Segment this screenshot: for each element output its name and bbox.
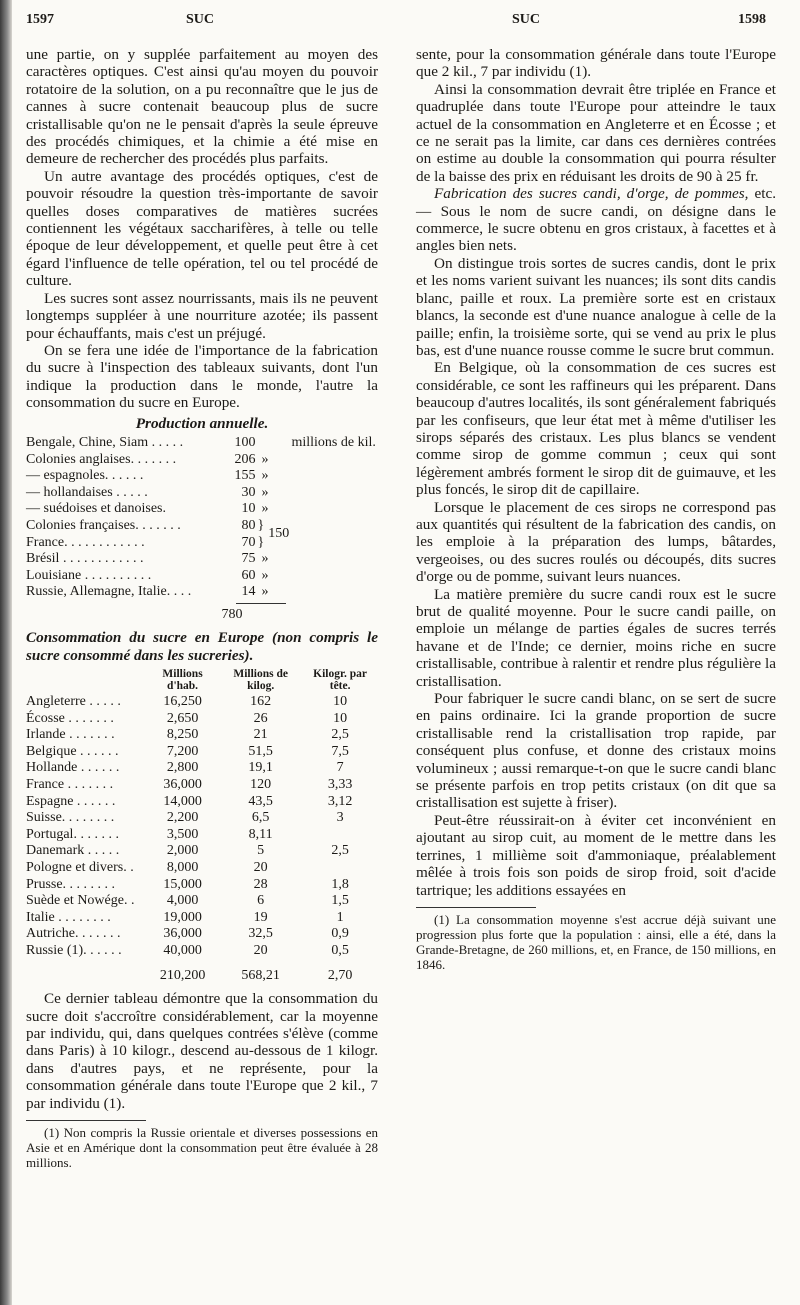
production-title: Production annuelle. xyxy=(135,414,269,432)
consumption-kilo: 28 xyxy=(253,876,268,892)
production-value: 30 xyxy=(241,484,256,500)
production-row xyxy=(26,501,378,518)
consumption-hab: 2,000 xyxy=(166,843,199,859)
consumption-hab: 16,250 xyxy=(163,694,202,710)
consumption-kilo: 120 xyxy=(250,777,272,793)
production-ditto: » xyxy=(261,468,269,484)
consumption-row xyxy=(26,860,378,877)
right-paragraph-4: On distingue trois sortes de sucres candis, dont le prix et les noms varient suivant les nuances; ils sont dits candis blanc, paille et roux. La première sorte est en cristaux blancs, la seconde est d'une nuance analogue à celle de la paille; enfin, la troisième sorte, qui se vend au prix le plus bas, est d'une nuance rousse comme le sucre brut commun. xyxy=(416,254,776,359)
consumption-row xyxy=(26,893,378,910)
production-row xyxy=(26,452,378,469)
left-column xyxy=(26,46,378,1170)
consumption-kilo: 19 xyxy=(253,909,268,925)
production-value: 70 xyxy=(241,534,256,550)
consumption-tete: 2,5 xyxy=(331,727,349,743)
consumption-kilo: 5 xyxy=(257,843,265,859)
consumption-kilo: 20 xyxy=(253,943,268,958)
consumption-hab: 19,000 xyxy=(163,909,202,925)
consumption-tete: 1 xyxy=(336,909,344,925)
production-value: 80 xyxy=(241,517,256,533)
consumption-kilo: 43,5 xyxy=(248,793,273,809)
consumption-country: Hollande . . . . . . xyxy=(26,760,120,776)
production-brace: } xyxy=(257,517,265,533)
consumption-kilo: 6 xyxy=(257,893,265,909)
consumption-total-tete: 2,70 xyxy=(327,967,353,983)
consumption-tete: 2,5 xyxy=(331,843,349,859)
consumption-tete: 3,12 xyxy=(327,793,353,809)
consumption-hab: 8,250 xyxy=(166,727,199,743)
production-rule xyxy=(236,603,286,604)
production-row xyxy=(26,435,378,452)
consumption-country: Angleterre . . . . . xyxy=(26,694,121,710)
consumption-tete: 7,5 xyxy=(331,743,349,759)
production-table xyxy=(26,435,378,601)
consumption-row xyxy=(26,777,378,794)
consumption-tete: 1,5 xyxy=(331,893,349,909)
production-row xyxy=(26,485,378,502)
right-paragraph-2: Ainsi la consommation devrait être triplée en France et quadruplée dans toute l'Europe pour atteindre le taux actuel de la consommation en Angleterre et en Écosse ; et ce ne serait pas la limite, car dans ces dernières contrées on estime au double la consommation qui pourra résulter de la baisse des prix en réduisant les droits de 90 à 25 fr. xyxy=(416,80,776,185)
consumption-country: Pologne et divers. . xyxy=(26,860,134,876)
left-paragraph-3: Les sucres sont assez nourrissants, mais ils ne peuvent longtemps suppléer à une nourriture azotée; ils passent pour échauffants, mais c'est un préjugé. xyxy=(26,289,378,342)
consumption-tete: 10 xyxy=(333,710,348,726)
consumption-tete xyxy=(302,827,378,844)
consumption-title: Consommation du sucre en Europe (non compris le sucre consommé dans les sucreries). xyxy=(26,629,378,664)
consumption-kilo: 162 xyxy=(250,694,272,710)
production-region: Brésil . . . . . . . . . . . . xyxy=(26,551,144,567)
left-running-title: SUC xyxy=(186,12,215,27)
production-value: 60 xyxy=(241,567,256,583)
consumption-tete: 0,9 xyxy=(331,926,349,942)
consumption-row xyxy=(26,694,378,711)
candi-section-heading: Fabrication des sucres candi, d'orge, de pommes, xyxy=(434,185,749,203)
consumption-row xyxy=(26,827,378,844)
production-brace-total: 150 xyxy=(268,525,290,541)
production-row xyxy=(26,468,378,485)
left-footnote-rule xyxy=(26,1120,146,1121)
right-paragraph-6: Lorsque le placement de ces sirops ne correspond pas aux quantités qui résultent de la fabrication des candis, on les emploie à la préparation des lumps, bâtardes, vergeoises, ou des sucres roulés ou découpés, dits sucres d'orge ou de pomme, suivant leurs nuances. xyxy=(416,498,776,586)
consumption-hab: 8,000 xyxy=(166,860,199,876)
consumption-row xyxy=(26,843,378,860)
consumption-kilo: 26 xyxy=(253,710,268,726)
consumption-kilo: 8,11 xyxy=(248,826,273,842)
production-region: Colonies anglaises. . . . . . . xyxy=(26,451,177,467)
production-total: 780 xyxy=(221,606,243,622)
consumption-row xyxy=(26,744,378,761)
consumption-row xyxy=(26,943,378,960)
consumption-total-kilo: 568,21 xyxy=(241,967,280,983)
consumption-hab: 14,000 xyxy=(163,793,202,809)
production-value: 100 xyxy=(234,434,256,450)
consumption-hab: 2,800 xyxy=(166,760,199,776)
consumption-kilo: 19,1 xyxy=(248,760,273,776)
production-row xyxy=(26,518,378,535)
left-paragraph-4: On se fera une idée de l'importance de la fabrication du sucre à l'inspection des tableaux suivants, dont l'un indique la production dans le monde, l'autre la consommation du sucre en Europe. xyxy=(26,341,378,412)
production-unit: millions de kil. xyxy=(291,434,376,450)
consumption-tete: 3 xyxy=(336,810,344,826)
production-ditto: » xyxy=(261,551,269,567)
consumption-col-per-head: Kilogr. par tête. xyxy=(313,668,368,693)
consumption-hab: 36,000 xyxy=(163,926,202,942)
consumption-hab: 15,000 xyxy=(163,876,202,892)
production-value: 14 xyxy=(241,584,256,600)
right-paragraph-9: Peut-être réussirait-on à éviter cet inconvénient en ajoutant au sirop cuit, au moment de le mettre dans les terrines, 1 millième soit d'ammoniaque, préalablement mêlée à trois fois son poids de sirop froid, soit d'acide tartrique; les additions essayées en xyxy=(416,811,776,899)
production-ditto: » xyxy=(261,501,269,517)
production-region: France. . . . . . . . . . . . xyxy=(26,534,145,550)
right-column xyxy=(416,46,776,972)
consumption-row xyxy=(26,794,378,811)
consumption-country: Irlande . . . . . . . xyxy=(26,727,115,743)
production-region: Bengale, Chine, Siam . . . . . xyxy=(26,434,184,450)
production-row xyxy=(26,551,378,568)
production-ditto: » xyxy=(261,451,269,467)
production-region: — suédoises et danoises. xyxy=(26,501,166,517)
production-region: Russie, Allemagne, Italie. . . . xyxy=(26,584,192,600)
left-paragraph-2: Un autre avantage des procédés optiques, c'est de pouvoir résoudre la question très-importante de savoir quelles doses comparatives de matières sucrées contiennent les végétaux saccharifères, à telle ou telle époque de leur développement, et quelle peut être à cet égard l'influence de telle opération, tel ou tel procédé de culture. xyxy=(26,167,378,290)
consumption-tete: 7 xyxy=(336,760,344,776)
consumption-hab: 40,000 xyxy=(163,943,202,958)
production-region: — hollandaises . . . . . xyxy=(26,484,148,500)
consumption-country: Espagne . . . . . . xyxy=(26,793,116,809)
left-paragraph-5: Ce dernier tableau démontre que la consommation du sucre doit s'accroître considérablement, car la moyenne par individu, qui, dans quelques contrées s'élève (comme dans Paris) à 10 kilogr., descend au-dessous de 1 kilogr. dans d'autres pays, et ne représente, pour la consommation générale dans toute l'Europe que 2 kil., 7 par individu (1). xyxy=(26,990,378,1112)
production-row xyxy=(26,584,378,601)
consumption-country: Prusse. . . . . . . . xyxy=(26,876,116,892)
right-running-title: SUC xyxy=(512,12,541,27)
consumption-row xyxy=(26,727,378,744)
production-value: 155 xyxy=(234,468,256,484)
consumption-row xyxy=(26,760,378,777)
consumption-country: Autriche. . . . . . . xyxy=(26,926,121,942)
right-paragraph-3 xyxy=(416,185,776,255)
consumption-total-hab: 210,200 xyxy=(159,967,206,983)
consumption-total-row xyxy=(26,960,378,985)
consumption-hab: 2,200 xyxy=(166,810,199,826)
consumption-tete: 1,8 xyxy=(331,876,349,892)
production-region: Louisiane . . . . . . . . . . xyxy=(26,567,152,583)
left-paragraph-1: une partie, on y supplée parfaitement au moyen des caractères optiques. C'est ainsi qu'au moyen du pouvoir rotatoire de la solution, on a pu reconnaître que le jus de cannes à sucre contenait beaucoup plus de sucre cristallisable qu'on ne le pensait d'après la seule épreuve des procédés chimiques, et la chimie a été mise en demeure de rechercher des procédés plus parfaits. xyxy=(26,46,378,168)
consumption-country: Portugal. . . . . . . xyxy=(26,826,119,842)
production-region: Colonies françaises. . . . . . . xyxy=(26,517,181,533)
consumption-hab: 3,500 xyxy=(166,826,199,842)
consumption-kilo: 32,5 xyxy=(248,926,273,942)
consumption-tete xyxy=(302,860,378,877)
consumption-country: Russie (1). . . . . . xyxy=(26,943,122,958)
consumption-col-kilograms: Millions de kilog. xyxy=(233,668,288,693)
consumption-hab: 36,000 xyxy=(163,777,202,793)
consumption-kilo: 51,5 xyxy=(248,743,273,759)
consumption-kilo: 6,5 xyxy=(251,810,270,826)
consumption-country: France . . . . . . . xyxy=(26,777,114,793)
production-row xyxy=(26,535,378,552)
left-footnote: (1) Non compris la Russie orientale et diverses possessions en Asie et en Amérique dont la consommation peut être évaluée à 28 millions. xyxy=(26,1125,378,1171)
production-ditto: » xyxy=(261,484,269,500)
consumption-tete: 10 xyxy=(333,694,348,710)
consumption-hab: 7,200 xyxy=(166,743,199,759)
consumption-col-inhabitants: Millions d'hab. xyxy=(162,668,203,693)
consumption-country: Italie . . . . . . . . xyxy=(26,909,111,925)
production-value: 75 xyxy=(241,551,256,567)
consumption-kilo: 20 xyxy=(253,860,268,876)
consumption-hab: 4,000 xyxy=(166,893,199,909)
production-value: 206 xyxy=(234,451,256,467)
consumption-tete: 0,5 xyxy=(331,943,349,958)
consumption-row xyxy=(26,711,378,728)
page-binding-shadow xyxy=(0,0,12,1305)
left-page-number: 1597 xyxy=(26,12,54,27)
consumption-row xyxy=(26,810,378,827)
consumption-tete: 3,33 xyxy=(327,777,353,793)
consumption-hab: 2,650 xyxy=(166,710,199,726)
consumption-row xyxy=(26,910,378,927)
right-paragraph-5: En Belgique, où la consommation de ces sucres est considérable, ce sont les raffineurs qui les préparent. Dans beaucoup d'autres localités, ils sont généralement fabriqués par les confiseurs, que leur état met à même d'utiliser les sirops séparés des cristaux. Les plus blancs se vendent comme sirop de gomme commun ; ceux qui sont légèrement ambrés forment le sirop dit de guimauve, et les plus foncés, le sirop dit de capillaire. xyxy=(416,359,776,499)
right-page-number: 1598 xyxy=(738,12,766,27)
consumption-kilo: 21 xyxy=(253,727,268,743)
consumption-row xyxy=(26,926,378,943)
production-value: 10 xyxy=(241,501,256,517)
production-row xyxy=(26,568,378,585)
consumption-table xyxy=(26,668,378,984)
consumption-row xyxy=(26,877,378,894)
right-paragraph-8: Pour fabriquer le sucre candi blanc, on se sert de sucre en pains ordinaire. Ici la grande proportion de sucre cristallisable rend la cristallisation trop rapide, par conséquent plus confuse, et donne des cristaux moins volumineux ; aussi remarque-t-on que le sucre candi blanc se présente parfois en trop petits cristaux (on dit que sa cristallisation est sujette à friser). xyxy=(416,690,776,812)
production-ditto: » xyxy=(261,584,269,600)
consumption-country: Danemark . . . . . xyxy=(26,843,120,859)
right-footnote-rule xyxy=(416,907,536,908)
production-region: — espagnoles. . . . . . xyxy=(26,468,144,484)
consumption-country: Écosse . . . . . . . xyxy=(26,710,114,726)
right-paragraph-1: sente, pour la consommation générale dans toute l'Europe que 2 kil., 7 par individu (1). xyxy=(416,46,776,81)
right-paragraph-7: La matière première du sucre candi roux est le sucre brut de qualité moyenne. Pour le sucre candi paille, on emploie un mélange de parties égales de sucres terrés havane et de l'Inde; ce dernier, moins riche en sucre cristallisable, contribue à ralentir et rendre plus régulière la cristallisation. xyxy=(416,585,776,690)
candi-section-text: etc. — Sous le nom de sucre candi, on désigne dans le commerce, le sucre obtenu en gros cristaux, à facettes et à angles bien nets. xyxy=(416,185,776,255)
consumption-country: Belgique . . . . . . xyxy=(26,743,119,759)
right-footnote: (1) La consommation moyenne s'est accrue déjà suivant une progression plus forte que la population : ainsi, elle a été, dans la Grande-Bretagne, de 260 millions, et, en France, de 150 millions, en 1846. xyxy=(416,911,776,972)
production-ditto: » xyxy=(261,567,269,583)
consumption-country: Suisse. . . . . . . . xyxy=(26,810,115,826)
consumption-country: Suède et Nowége. . xyxy=(26,893,135,909)
production-brace: } xyxy=(257,534,265,550)
